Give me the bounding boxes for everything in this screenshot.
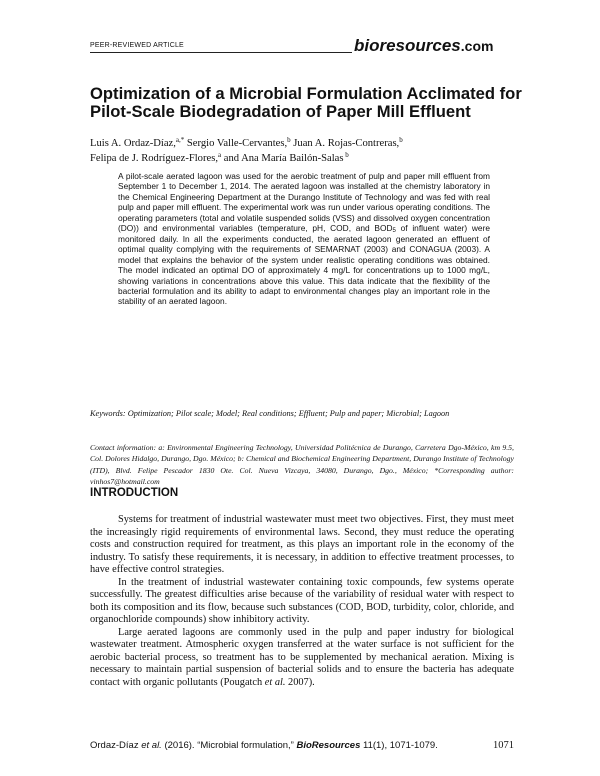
affiliation-mark: a bbox=[217, 151, 222, 159]
abstract-text: A pilot-scale aerated lagoon was used for the aerobic treatment of pulp and paper mill effluent from September 1 to December 1, 2014. The aerated lagoon was installed at the chemistry laboratory in the Chemical Engineering Department at the Durango Institute of Technology and was fed with real pulp and paper mill effluent. The experimental work was run under various operating conditions. The operating parameters (total and volatile suspended solids (VSS) and dissolved oxygen concentration (DO)) and environmental variables (temperature, pH, COD, and BOD bbox=[118, 171, 490, 234]
et-al: et al. bbox=[264, 676, 286, 688]
author-line-1 bbox=[90, 136, 520, 151]
author-name: Felipa de J. Rodríguez-Flores, bbox=[90, 153, 218, 164]
author-name: Sergio Valle-Cervantes, bbox=[184, 138, 288, 149]
title-line-2: Pilot-Scale Biodegradation of Paper Mill Effluent bbox=[90, 102, 471, 121]
paragraph: Systems for treatment of industrial wastewater must meet two objectives. First, they must meet the increasingly rigid requirements of environmental laws. Second, they must reduce the operating costs and construction required for treatment, as this plays an important role in the economy of the industry. To satisfy these requirements, it is necessary, in addition to effective treatment processes, to have effective control strategies. bbox=[90, 514, 514, 575]
paragraph-text: Large aerated lagoons are commonly used in the pulp and paper industry for biological wastewater treatment. Atmospheric oxygen transferred at the water surface is not sufficient for the aerobic bacterial process, so treatment has to be supplemented by mechanical aeration. Mixing is necessary to maintain partial suspension of bacterial solids and to ensure the bacteria has adequate contact with organic pollutants (Pougatch bbox=[90, 626, 514, 688]
journal-brand bbox=[354, 36, 493, 56]
keywords: Keywords: Optimization; Pilot scale; Model; Real conditions; Effluent; Pulp and paper; Microbial; Lagoon bbox=[90, 409, 450, 418]
author-list bbox=[90, 136, 520, 166]
brand-domain: .com bbox=[460, 38, 494, 54]
introduction-body bbox=[90, 514, 514, 689]
footer-citation bbox=[90, 740, 438, 751]
bod-subscript: 5 bbox=[392, 228, 396, 235]
title-line-1: Optimization of a Microbial Formulation Acclimated for bbox=[90, 84, 522, 103]
author-name: and Ana María Bailón-Salas bbox=[221, 153, 344, 164]
contact-information: Contact information: a: Environmental Engineering Technology, Universidad Politécnica de Durango, Carretera Dgo-México, km 9.5, Col. Dolores Hidalgo, Durango, Dgo. México; b: Chemical and Biochemical Engineering Department, Durango Institute of Technology (ITD), Blvd. Felipe Pescador 1830 Ote. Col. Nueva Vizcaya, 34080, Durango, Dgo., México; *Corresponding author: vinhos7@hotmail.com bbox=[90, 443, 514, 486]
citation-title: (2016). “Microbial formulation,” bbox=[161, 740, 297, 751]
author-name: Luis A. Ordaz-Díaz, bbox=[90, 138, 176, 149]
citation-volume-pages: 11(1), 1071-1079. bbox=[360, 740, 438, 751]
header-rule bbox=[90, 52, 352, 53]
abstract bbox=[118, 171, 490, 307]
brand-name: bioresources bbox=[354, 36, 461, 55]
citation-author: Ordaz-Díaz bbox=[90, 740, 142, 751]
affiliation-mark: a,* bbox=[175, 136, 185, 144]
author-name: Juan A. Rojas-Contreras, bbox=[290, 138, 400, 149]
citation-et-al: et al. bbox=[141, 740, 162, 751]
paragraph bbox=[90, 627, 514, 690]
author-line-2 bbox=[90, 151, 520, 166]
page-number: 1071 bbox=[493, 740, 514, 751]
article-title bbox=[90, 85, 520, 121]
citation-journal: BioResources bbox=[296, 740, 361, 751]
paragraph-text-end: 2007). bbox=[285, 676, 315, 688]
journal-section-label: PEER-REVIEWED ARTICLE bbox=[90, 42, 184, 49]
paragraph: In the treatment of industrial wastewater containing toxic compounds, few systems operate successfully. The greatest difficulties arise because of the variability of residual water with respect to both its composition and its flow, because such substances (COD, BOD, turbidity, color, chloride, and organochloride compounds) show inhibitory activity. bbox=[90, 576, 514, 625]
affiliation-mark: b bbox=[287, 136, 291, 144]
affiliation-mark: b bbox=[399, 136, 403, 144]
affiliation-mark: b bbox=[343, 151, 349, 159]
section-heading-introduction: INTRODUCTION bbox=[90, 487, 179, 499]
abstract-text-continued: of influent water) were monitored daily. In all the experiments conducted, the aerated lagoon generated an effluent of optimal quality complying with the requirements of SEMARNAT (2003) and CONAGUA (2003). A model that explains the behavior of the system under realistic operating conditions was obtained. The model indicated an optimal DO of approximately 4 mg/L for concentrations up to 1000 mg/L, showing variations in concentrations above this value. This data indicate that the flexibility of the bacterial formulation and its ability to adapt to environmental changes play an important role in the stability of an aerated lagoon. bbox=[118, 223, 490, 307]
